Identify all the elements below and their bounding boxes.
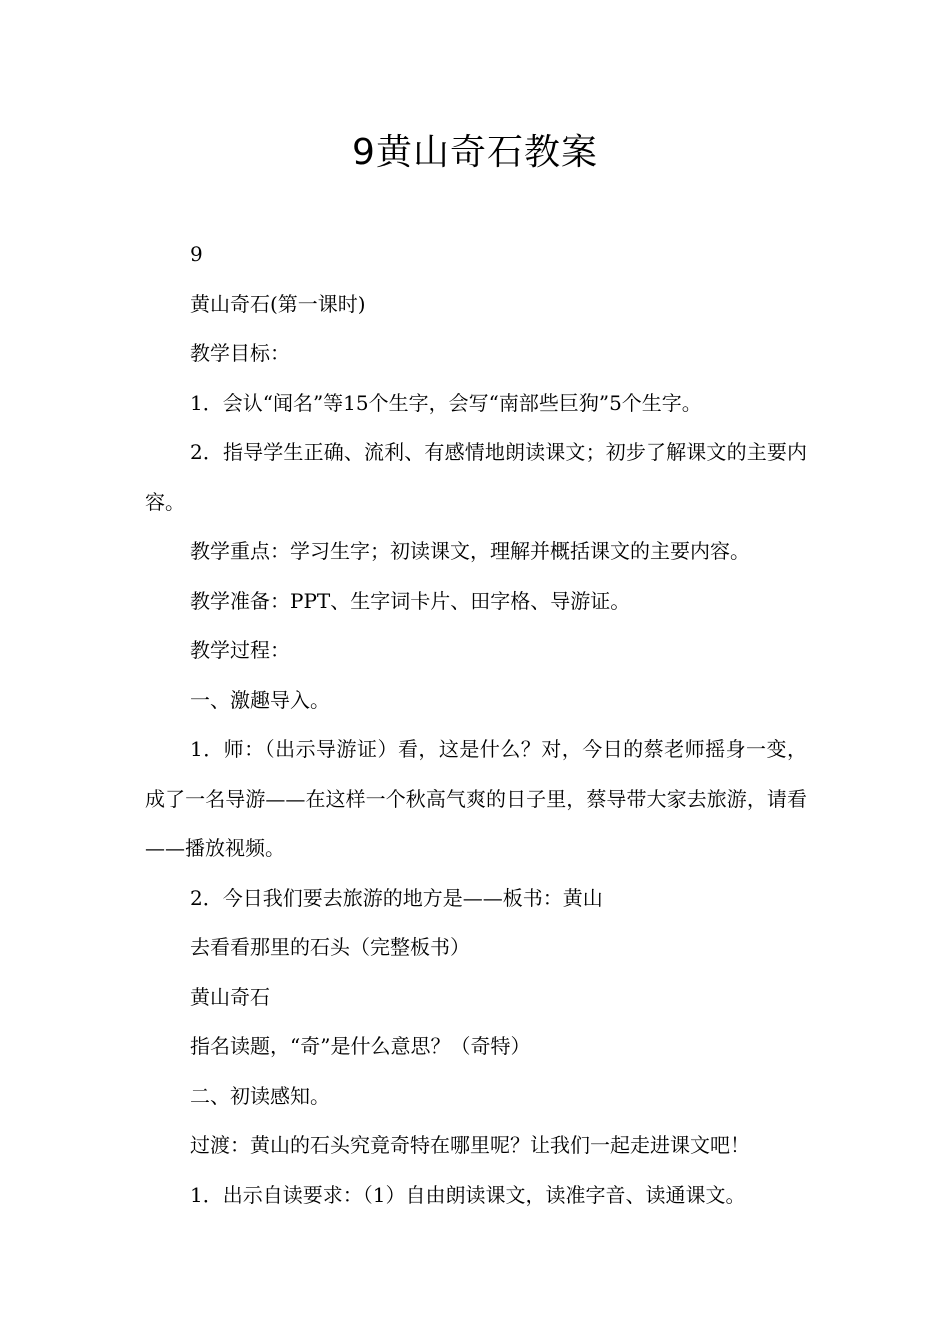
transition-text: 过渡：黄山的石头究竟奇特在哪里呢？让我们一起走进课文吧！ [190, 1133, 750, 1157]
reading-question: 指名读题，“奇”是什么意思？（奇特） [190, 1034, 531, 1058]
process-item-1: 1．师：（出示导游证）看，这是什么？对，今日的蔡老师摇身一变，成了一名导游——在这样一个秋高气爽的日子里，蔡导带大家去旅游，请看——播放视频。 [145, 737, 807, 860]
goal-item-2: 2．指导学生正确、流利、有感情地朗读课文；初步了解课文的主要内容。 [145, 440, 807, 514]
process-item-2: 2．今日我们要去旅游的地方是——板书：黄山 [190, 885, 603, 910]
lesson-heading: 黄山奇石(第一课时) [190, 291, 366, 316]
document-body [145, 230, 807, 1220]
document-title: 9黄山奇石教案 [352, 132, 598, 173]
section-heading-1: 一、激趣导入。 [190, 687, 330, 712]
board-title: 黄山奇石 [190, 984, 270, 1009]
teaching-focus: 教学重点：学习生字；初读课文，理解并概括课文的主要内容。 [190, 539, 750, 563]
reading-requirement: 1．出示自读要求：（1）自由朗读课文，读准字音、读通课文。 [190, 1182, 746, 1207]
lesson-number: 9 [190, 242, 203, 266]
process-note: 去看看那里的石头（完整板书） [190, 935, 470, 959]
teaching-goals-heading: 教学目标： [190, 341, 290, 365]
teaching-process-heading: 教学过程： [190, 638, 290, 662]
section-heading-2: 二、初读感知。 [190, 1083, 330, 1108]
teaching-preparation: 教学准备：PPT、生字词卡片、田字格、导游证。 [190, 588, 631, 613]
goal-item-1: 1．会认“闻名”等15个生字，会写“南部些巨狗”5个生字。 [190, 390, 702, 415]
